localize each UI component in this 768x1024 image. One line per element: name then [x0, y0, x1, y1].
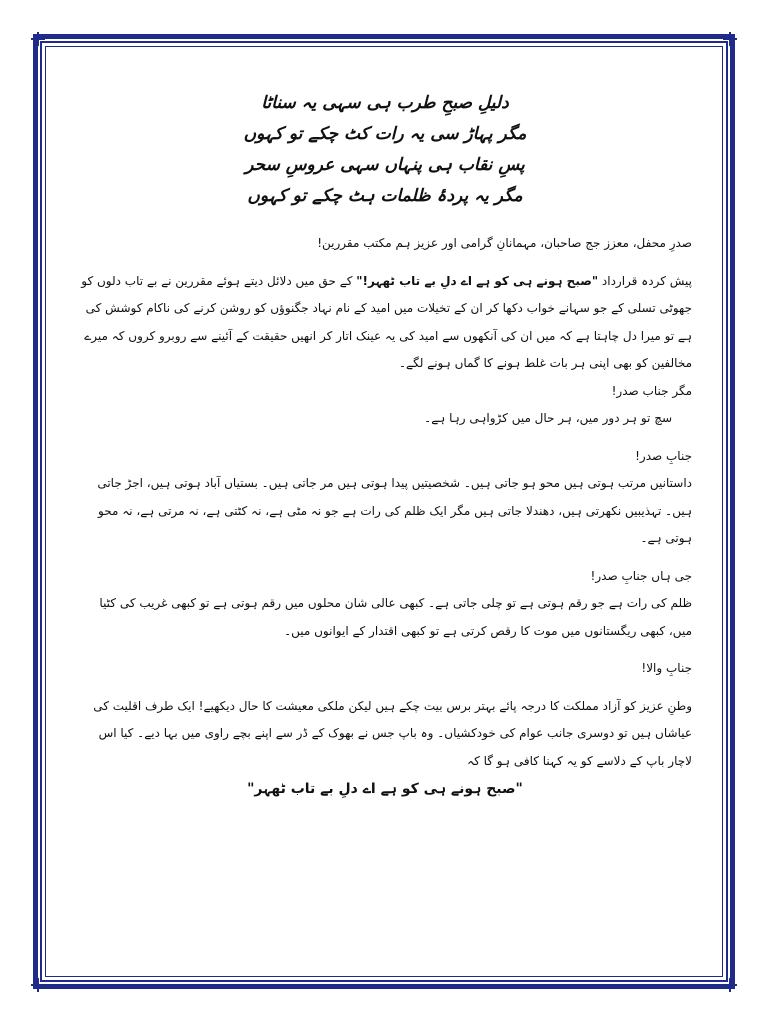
section-body: سچ تو ہر دور میں، ہر حال میں کڑواہی رہا ہے۔ [424, 411, 672, 425]
corner-ornament-icon [723, 978, 737, 992]
poem-line: مگر یہ پردۂ ظلمات ہٹ چکے تو کہوں [247, 186, 523, 206]
intro-paragraph [78, 268, 692, 378]
section-heading: جنابِ والا! [641, 661, 692, 675]
section-body: ظلم کی رات ہے جو رقم ہوتی ہے تو چلی جاتی ہے۔ کبھی عالی شان محلوں میں رقم ہوتی ہے تو کبھی غریب کی کٹیا میں، کبھی ریگستانوں میں موت کا رقص کرتی ہے تو کبھی اقتدار کے ایوانوں میں۔ [99, 596, 692, 638]
corner-ornament-icon [31, 32, 45, 46]
section-body: داستانیں مرتب ہوتی ہیں محو ہو جاتی ہیں۔ شخصیتیں پیدا ہوتی ہیں مر جاتی ہیں۔ بستیاں آباد ہوتی ہیں، اجڑ جاتی ہیں۔ تہذیبیں نکھرتی ہیں، دھندلا جاتی ہیں مگر ایک ظلم کی رات ہے جو نہ مٹی ہے، نہ کٹتی ہے، نہ مرتی ہے، نہ محو ہوتی ہے۔ [97, 476, 692, 545]
intro-after: کے حق میں دلائل دیتے ہوئے مقررین نے بے تاب دلوں کو جھوٹی تسلی کے جو سہانے خواب دکھا کر ان کے تخیلات میں امید کے نام نہاد جگنوؤں کو روشن کرنے کی ناکام کوشش کی ہے تو میرا دل چاہتا ہے کہ میں ان کی آنکھوں سے امید کی یہ عینک اتار کر انھیں حقیقت کے آئینے سے روبرو کروں کہ میرے مخالفین کو بھی اپنی ہر بات غلط ہونے کا گماں ہونے لگے۔ [81, 273, 692, 370]
poem-line: مگر پہاڑ سی یہ رات کٹ چکے تو کہوں [243, 124, 527, 144]
intro-before: پیش کردہ قرارداد [598, 273, 692, 288]
closing-resolution: "صبح ہونے ہی کو ہے اے دلِ بے تاب ٹھہر" [247, 781, 523, 797]
poem-line: دلیلِ صبحِ طرب ہی سہی یہ سناٹا [261, 93, 509, 113]
opening-poem [78, 88, 692, 212]
resolution-title: "صبح ہونے ہی کو ہے اے دلِ بے تاب ٹھہر!" [356, 273, 599, 288]
document-body [78, 88, 692, 797]
corner-ornament-icon [723, 32, 737, 46]
salutation: صدرِ محفل، معزز جج صاحبان، مہمانانِ گرامی اور عزیز ہم مکتب مقررین! [317, 236, 692, 250]
poem-line: پسِ نقاب ہی پنہاں سہی عروسِ سحر [245, 155, 525, 175]
section-heading: جی ہاں جنابِ صدر! [590, 568, 692, 583]
corner-ornament-icon [31, 978, 45, 992]
section-heading: مگر جناب صدر! [611, 383, 692, 398]
section-body: وطنِ عزیز کو آزاد مملکت کا درجہ پائے بہتر برس بیت چکے ہیں لیکن ملکی معیشت کا حال دیکھیے! ایک طرف اقلیت کی عیاشاں ہیں تو دوسری جانب عوام کی خودکشیاں۔ وہ باپ جس نے بھوک کے ڈر سے اپنے بچے راوی میں بہا دیے۔ کیا اس لاچار باپ کے دلاسے کو یہ کہنا کافی ہو گا کہ [93, 698, 692, 768]
section-heading: جنابِ صدر! [635, 448, 692, 463]
